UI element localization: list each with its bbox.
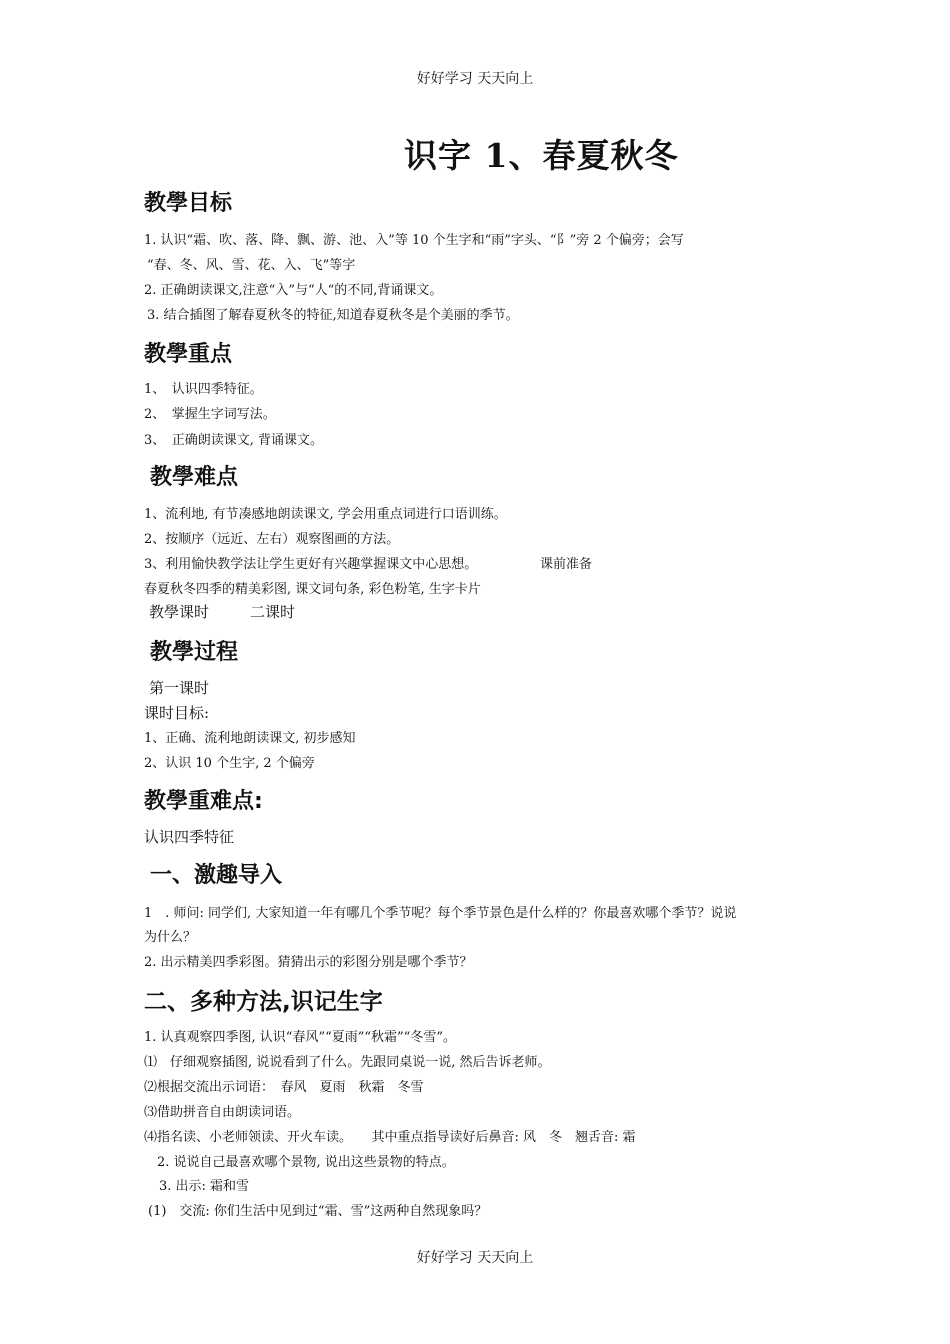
difficulty-2: 2、按顺序（远近、左右）观察图画的方法。 [144, 532, 400, 547]
key-point-2: 2、 掌握生字词写法。 [144, 407, 276, 422]
objective-1-line1: 1. 认识“霜、吹、落、降、飘、游、池、入”等 10 个生字和“雨”字头、“阝”旁 2 个偏旁；会写 [144, 233, 684, 248]
section-2-line-7: 3. 出示: 霜和雪 [159, 1179, 250, 1194]
section-2-line-2: ⑴ 仔细观察插图, 说说看到了什么。先跟同桌说一说, 然后告诉老师。 [144, 1055, 551, 1070]
process-heading: 教學过程 [150, 640, 239, 665]
lesson-hours-label: 教學课时 [149, 603, 210, 621]
section-1-question-2: 2. 出示精美四季彩图。猜猜出示的彩图分别是哪个季节？ [144, 955, 473, 970]
difficulties-heading: 教學难点 [150, 465, 239, 490]
page-footer: 好好学习 天天向上 [416, 1250, 534, 1266]
preparation-content: 春夏秋冬四季的精美彩图, 课文词句条, 彩色粉笔, 生字卡片 [144, 582, 481, 597]
objective-2: 2. 正确朗读课文,注意“入”与“人“的不同,背诵课文。 [144, 283, 443, 298]
preparation-label: 课前准备 [540, 557, 593, 572]
section-2-line-8: (1) 交流: 你们生活中见到过“霜、雪”这两种自然现象吗？ [148, 1204, 488, 1219]
objectives-heading: 教學目标 [144, 191, 233, 216]
lesson-hours-value: 二课时 [250, 603, 296, 621]
objective-1-line2: “春、冬、风、雪、花、入、飞”等字 [147, 258, 356, 273]
section-2-heading: 二、多种方法,识记生字 [144, 989, 383, 1015]
section-1-heading: 一、激趣导入 [150, 863, 283, 888]
section-2-line-1: 1. 认真观察四季图, 认识“春风”“夏雨”“秋霜”“冬雪”。 [144, 1030, 456, 1045]
difficulty-3: 3、利用愉快教学法让学生更好有兴趣掌握课文中心思想。 [144, 557, 478, 572]
key-points-heading: 教學重点 [144, 342, 233, 367]
objective-3: 3. 结合插图了解春夏秋冬的特征,知道春夏秋冬是个美丽的季节。 [147, 308, 519, 323]
key-difficult-heading: 教學重难点: [144, 789, 263, 814]
section-1-question-1-line1: 1 . 师问: 同学们, 大家知道一年有哪几个季节呢？每个季节景色是什么样的？你最喜欢哪个季节？说说 [144, 906, 737, 921]
difficulty-1: 1、流利地, 有节凑感地朗读课文, 学会用重点词进行口语训练。 [144, 507, 507, 522]
section-2-line-4: ⑶借助拼音自由朗读词语。 [144, 1105, 301, 1120]
section-2-line-6: 2. 说说自己最喜欢哪个景物, 说出这些景物的特点。 [157, 1155, 455, 1170]
key-difficult-content: 认识四季特征 [144, 828, 235, 846]
lesson-number: 第一课时 [149, 679, 210, 697]
key-point-3: 3、 正确朗读课文, 背诵课文。 [144, 433, 324, 448]
section-2-line-3: ⑵根据交流出示词语： 春风 夏雨 秋霜 冬雪 [144, 1080, 424, 1095]
lesson-goal-1: 1、正确、流利地朗读课文, 初步感知 [144, 731, 356, 746]
section-1-question-1-line2: 为什么？ [144, 930, 197, 945]
page-header: 好好学习 天天向上 [416, 71, 534, 87]
section-2-line-5: ⑷指名读、小老师领读、开火车读。 其中重点指导读好后鼻音: 风 冬 翘舌音: 霜 [144, 1130, 636, 1145]
lesson-goal-2: 2、认识 10 个生字, 2 个偏旁 [144, 756, 315, 771]
lesson-goal-label: 课时目标: [144, 704, 210, 722]
key-point-1: 1、 认识四季特征。 [144, 382, 263, 397]
page-title: 识字 1、春夏秋冬 [404, 136, 679, 175]
